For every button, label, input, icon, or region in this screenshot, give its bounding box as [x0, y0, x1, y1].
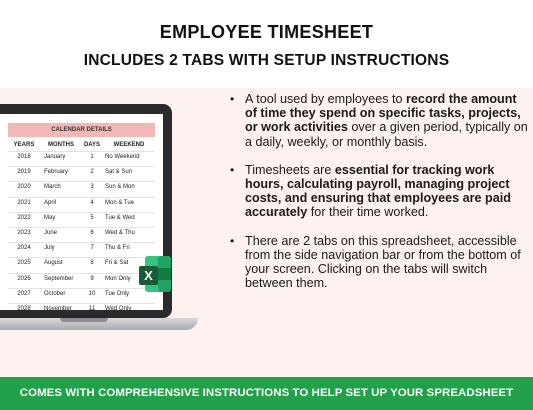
bullet-dot-icon: • [230, 162, 235, 177]
table-cell: No Weekend [105, 154, 140, 160]
footer-banner: COMES WITH COMPREHENSIVE INSTRUCTIONS TO HELP SET UP YOUR SPREADSHEET [0, 377, 533, 410]
row-divider [8, 212, 155, 213]
bullet-item [228, 234, 528, 291]
header [0, 0, 533, 88]
table-cell: Sat & Sun [105, 169, 133, 176]
excel-icon [138, 254, 174, 296]
table-cell: 4 [90, 199, 94, 206]
column-header-months: MONTHS [48, 142, 74, 148]
bullet-list [228, 92, 528, 290]
bullet-dot-icon: • [230, 92, 235, 106]
subtitle-pre: INCLUDES 2 [83, 52, 183, 69]
table-cell: 2021 [17, 199, 31, 206]
bullet-text: over a given period, typically on a daily, weekly, or monthly basis. [245, 120, 528, 149]
bullet-text: Timesheets are [245, 162, 335, 177]
bullet-item [228, 92, 528, 149]
table-cell: September [44, 275, 74, 282]
table-cell: Thu & Fri [105, 245, 130, 252]
table-cell: 2019 [17, 169, 31, 176]
bullet-dot-icon: • [230, 233, 235, 248]
row-divider [8, 257, 155, 258]
table-cell: 2022 [17, 214, 31, 221]
table-cell: October [44, 290, 66, 297]
table-cell: 1 [90, 154, 94, 160]
table-cell: Sun & Mon [105, 184, 135, 191]
table-cell: 7 [90, 245, 94, 252]
table-cell: 2020 [17, 184, 31, 191]
table-cell: April [44, 199, 57, 206]
row-divider [8, 288, 155, 289]
laptop-notch [60, 318, 108, 322]
table-cell: May [44, 214, 56, 221]
table-cell: 11 [88, 306, 96, 310]
row-divider [8, 227, 155, 228]
table-cell: 3 [90, 184, 94, 191]
calendar-details-banner: CALENDAR DETAILS [8, 123, 155, 137]
row-divider [8, 303, 155, 304]
table-cell: 2024 [17, 245, 31, 252]
bullet-text: for their time worked. [307, 205, 429, 220]
table-cell: November [44, 306, 72, 310]
row-divider [8, 181, 155, 182]
table-cell: Wed Only [105, 306, 132, 310]
table-cell: 2025 [17, 260, 31, 267]
table-cell: 8 [90, 260, 94, 267]
table-cell: March [44, 184, 61, 191]
column-header-weekend: WEEKEND [113, 142, 145, 148]
table-cell: 2018 [17, 154, 31, 160]
row-divider [8, 151, 155, 152]
bullet-item [228, 163, 528, 220]
table-cell: July [44, 245, 55, 252]
bullet-text-bold: record the amount of time they spend on specific tasks, projects, or work activities [245, 92, 521, 135]
table-cell: Mon & Tue [105, 199, 135, 206]
table-cell: January [44, 154, 66, 160]
column-header-years: YEARS [13, 142, 35, 148]
page-title: EMPLOYEE TIMESHEET [159, 22, 374, 42]
bullet-text-bold: essential for tracking work hours, calculating payroll, managing project costs, and ensuring that employees are paid accurately [245, 162, 511, 220]
table-cell: 2028 [17, 306, 31, 310]
table-cell: Wed & Thu [105, 230, 135, 236]
table-cell: 9 [90, 275, 94, 282]
subtitle-post: WITH SETUP INSTRUCTIONS [224, 52, 450, 69]
column-header-days: DAYS [83, 142, 101, 148]
subtitle-bold: TABS [182, 52, 225, 69]
table-cell: 2026 [17, 275, 31, 282]
row-divider [8, 242, 155, 243]
bullet-text: There are 2 tabs on this spreadsheet, accessible from the side navigation bar or from the bottom of your screen. Clicking on the tabs will switch between them. [245, 233, 521, 291]
table-cell: 2027 [17, 290, 31, 297]
table-cell: June [44, 230, 58, 236]
table-cell: Tue & Wed [105, 214, 135, 221]
table-cell: 10 [88, 290, 96, 297]
row-divider [8, 197, 155, 198]
bullet-text: A tool used by employees to [245, 92, 407, 106]
table-cell: 2023 [17, 230, 31, 236]
row-divider [8, 273, 155, 274]
table-cell: Mon Only [105, 275, 131, 282]
table-cell: 6 [90, 230, 94, 236]
table-cell: February [44, 169, 69, 176]
excel-letter: X [144, 268, 153, 283]
table-cell: August [44, 260, 63, 267]
page-subtitle [0, 52, 533, 70]
table-cell: 5 [90, 214, 94, 221]
table-cell: Fri & Sat [105, 260, 129, 267]
table-cell: 2 [90, 169, 94, 176]
table-cell: Tue Only [105, 290, 130, 297]
row-divider [8, 166, 155, 167]
